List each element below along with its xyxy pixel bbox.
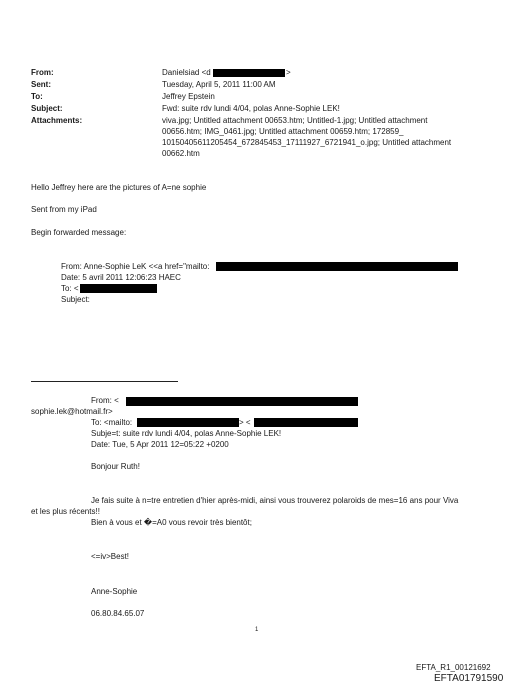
fwd2-to: To: <mailto:	[91, 418, 133, 427]
fwd2-signature: Anne-Sophie	[91, 587, 138, 596]
begin-forwarded-line: Begin forwarded message:	[31, 228, 127, 237]
from-value-tail: >	[286, 68, 291, 77]
bates-ref-2: EFTA01791590	[434, 673, 504, 684]
from-value: Danielsiad <d	[162, 68, 211, 77]
fwd2-div-best: <=iv>Best!	[91, 552, 130, 561]
from-label: From:	[31, 68, 54, 77]
bates-ref-1: EFTA_R1_00121692	[416, 663, 491, 672]
subject-value: Fwd: suite rdv lundi 4/04, polas Anne-Sophie LEK!	[162, 104, 340, 113]
subject-label: Subject:	[31, 104, 63, 113]
redaction-fwd2-to-2	[254, 418, 358, 427]
fwd2-subject: Subje=t: suite rdv lundi 4/04, polas Anne-Sophie LEK!	[91, 429, 282, 438]
fwd2-date: Date: Tue, 5 Apr 2011 12=05:22 +0200	[91, 440, 229, 449]
fwd2-paragraph-line-2: et les plus récents!!	[31, 507, 100, 516]
sent-label: Sent:	[31, 80, 51, 89]
redaction-from-email	[213, 69, 285, 77]
fwd2-paragraph-line-1: Je fais suite à n=tre entretien d'hier après-midi, ainsi vous trouverez polaroids de mes=16 ans pour Viva	[91, 496, 459, 505]
fwd1-date: Date: 5 avril 2011 12:06:23 HAEC	[61, 273, 181, 282]
attachments-line-4: 00662.htm	[162, 149, 200, 158]
redaction-fwd1-to	[80, 284, 157, 293]
fwd1-subject: Subject:	[61, 295, 90, 304]
redaction-fwd2-to	[137, 418, 239, 427]
fwd1-from: From: Anne-Sophie LeK <<a href="mailto:	[61, 262, 210, 271]
page-number: 1	[255, 627, 259, 633]
attachments-label: Attachments:	[31, 116, 83, 125]
fwd2-closing: Bien à vous et �=A0 vous revoir très bientôt;	[91, 518, 252, 527]
fwd2-from: From: <	[91, 396, 119, 405]
to-label: To:	[31, 92, 43, 101]
fwd2-to-tail: > <	[239, 418, 251, 427]
attachments-line-1: viva.jpg; Untitled attachment 00653.htm; Untitled-1.jpg; Untitled attachment	[162, 116, 428, 125]
sent-from-line: Sent from my iPad	[31, 205, 97, 214]
fwd2-email: sophie.lek@hotmail.fr>	[31, 407, 113, 416]
sent-value: Tuesday, April 5, 2011 11:00 AM	[162, 80, 276, 89]
redaction-fwd2-from	[126, 397, 358, 406]
redaction-fwd1-from	[216, 262, 458, 271]
attachments-line-3: 10150405611205454_672845453_17111927_6721941_o.jpg; Untitled attachment	[162, 138, 452, 147]
greeting-line: Hello Jeffrey here are the pictures of A=ne sophie	[31, 183, 207, 192]
to-value: Jeffrey Epstein	[162, 92, 215, 101]
fwd2-phone: 06.80.84.65.07	[91, 609, 145, 618]
fwd2-salutation: Bonjour Ruth!	[91, 462, 140, 471]
attachments-line-2: 00656.htm; IMG_0461.jpg; Untitled attachment 00659.htm; 172859_	[162, 127, 404, 136]
fwd1-to: To: <	[61, 284, 79, 293]
separator-line	[31, 381, 178, 382]
